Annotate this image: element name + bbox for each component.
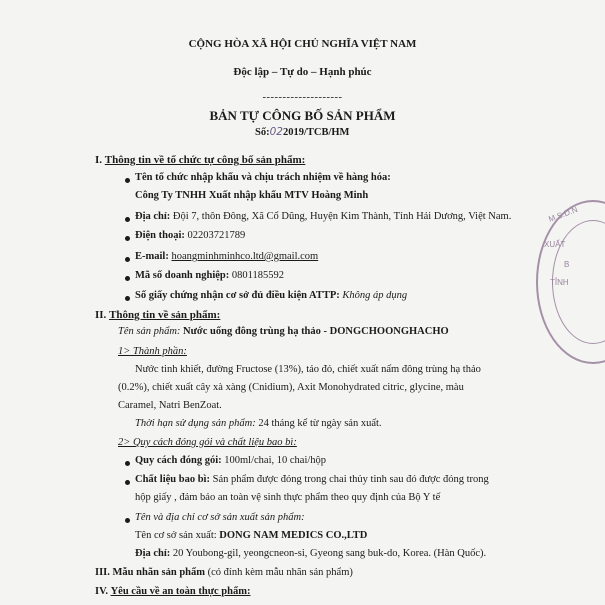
stamp-text-2: XUẤT (544, 240, 566, 249)
document-number-handwritten: 02 (269, 126, 283, 138)
product-name-line (118, 326, 449, 337)
section-4-heading (95, 586, 250, 597)
taxid-value: 0801185592 (231, 270, 284, 281)
material-value-1: Sản phẩm được đóng trong chai thủy tinh sau đó được đóng trong (212, 474, 489, 485)
org-phone (135, 230, 245, 241)
stamp-text-4: TỈNH (550, 278, 569, 287)
cert-label: Số giấy chứng nhận cơ sở đủ điều kiện ATTP: (135, 290, 340, 301)
email-value: hoangminhminhco.ltd@gmail.com (171, 251, 319, 262)
section-3-title: Mẫu nhãn sản phẩm (112, 567, 206, 578)
header-separator: -------------------- (262, 92, 343, 103)
manufacturer-heading: Tên và địa chỉ cơ sở sản xuất sản phẩm: (135, 512, 305, 523)
packaging-heading-text: 2> Quy cách đóng gói và chất liệu bao bì: (118, 437, 297, 448)
section-1-title: Thông tin về tổ chức tự công bố sản phẩm: (104, 154, 306, 166)
section-1-number: I. (95, 154, 103, 166)
bullet-icon (125, 178, 130, 183)
section-2-heading (95, 309, 220, 321)
motto: Độc lập – Tự do – Hạnh phúc (233, 66, 372, 78)
pack-spec (135, 455, 326, 466)
shelf-value: 24 tháng kể từ ngày sản xuất. (258, 418, 382, 429)
bullet-icon (125, 480, 130, 485)
bullet-icon (125, 296, 130, 301)
material-line-2: hộp giấy , đảm bảo an toàn vệ sinh thực phẩm theo quy định của Bộ Y tế (135, 492, 441, 503)
shelf-life (135, 418, 382, 429)
material-label: Chất liệu bao bì: (135, 474, 210, 485)
product-label: Tên sản phẩm: (118, 326, 181, 337)
bullet-icon (125, 276, 130, 281)
email-label: E-mail: (135, 251, 169, 262)
address-label: Địa chỉ: (135, 211, 171, 222)
cert-value: Không áp dụng (342, 290, 408, 301)
mfr-name-value: DONG NAM MEDICS CO.,LTD (219, 530, 368, 541)
ingredients-heading (118, 346, 187, 357)
bullet-icon (125, 217, 130, 222)
section-4-number: IV. (95, 586, 108, 597)
section-2-title: Thông tin về sản phẩm: (109, 309, 221, 321)
org-name: Công Ty TNHH Xuất nhập khẩu MTV Hoàng Minh (135, 190, 369, 201)
phone-value: 02203721789 (187, 230, 246, 241)
phone-label: Điện thoại: (135, 230, 185, 241)
ingredients-line-3: Caramel, Natri BenZoat. (118, 400, 222, 411)
manufacturer-name (135, 530, 367, 541)
section-4-title: Yêu cầu về an toàn thực phẩm: (110, 586, 251, 597)
ingredients-line-2: (0.2%), chiết xuất cây xà xàng (Cnidium), Axit Monohydrated citric, glycine, màu (118, 382, 464, 393)
section-3-heading (95, 567, 353, 578)
mfr-addr-label: Địa chỉ: (135, 548, 171, 559)
bullet-icon (125, 236, 130, 241)
product-name: Nước uống đông trùng hạ thảo - DONGCHOONGHACHO (183, 326, 449, 337)
taxid-label: Mã số doanh nghiệp: (135, 270, 230, 281)
address-value: Đội 7, thôn Đông, Xã Cổ Dũng, Huyện Kim Thành, Tỉnh Hải Dương, Việt Nam. (172, 211, 512, 222)
section-3-number: III. (95, 567, 110, 578)
bullet-icon (125, 257, 130, 262)
document-number-prefix: Số: (255, 127, 270, 138)
org-label: Tên tổ chức nhập khẩu và chịu trách nhiệm về hàng hóa: (135, 172, 391, 183)
section-2-number: II. (95, 309, 107, 321)
packaging-heading (118, 437, 297, 448)
company-stamp (536, 200, 605, 364)
org-cert (135, 290, 407, 301)
document-title: BẢN TỰ CÔNG BỐ SẢN PHẨM (209, 108, 396, 123)
org-taxid (135, 270, 284, 281)
manufacturer-address (135, 548, 486, 559)
bullet-icon (125, 518, 130, 523)
document-number-suffix: 2019/TCB/HM (282, 127, 350, 138)
shelf-label: Thời hạn sử dụng sản phẩm: (135, 418, 256, 429)
org-address (135, 211, 511, 222)
org-email (135, 251, 318, 262)
stamp-text-1: M.S.D.N (547, 205, 579, 224)
mfr-name-label: Tên cơ sở sản xuất: (135, 530, 217, 541)
ingredients-line-1: Nước tinh khiết, đường Fructose (13%), táo đỏ, chiết xuất nấm đông trùng hạ thảo (135, 364, 481, 375)
mfr-addr-value: 20 Youbong-gil, yeongcneon-si, Gyeong sang buk-do, Korea. (Hàn Quốc). (172, 548, 487, 559)
section-1-heading (95, 154, 305, 166)
document-number (255, 126, 349, 138)
section-3-note: (có đính kèm mẫu nhãn sản phẩm) (207, 567, 353, 578)
bullet-icon (125, 461, 130, 466)
pack-label: Quy cách đóng gói: (135, 455, 222, 466)
pack-value: 100ml/chai, 10 chai/hộp (224, 455, 327, 466)
stamp-text-3: B (564, 260, 570, 269)
ingredients-heading-text: 1> Thành phần: (118, 346, 187, 357)
material-line-1 (135, 474, 489, 485)
country-header: CỘNG HÒA XÃ HỘI CHỦ NGHĨA VIỆT NAM (188, 38, 417, 50)
